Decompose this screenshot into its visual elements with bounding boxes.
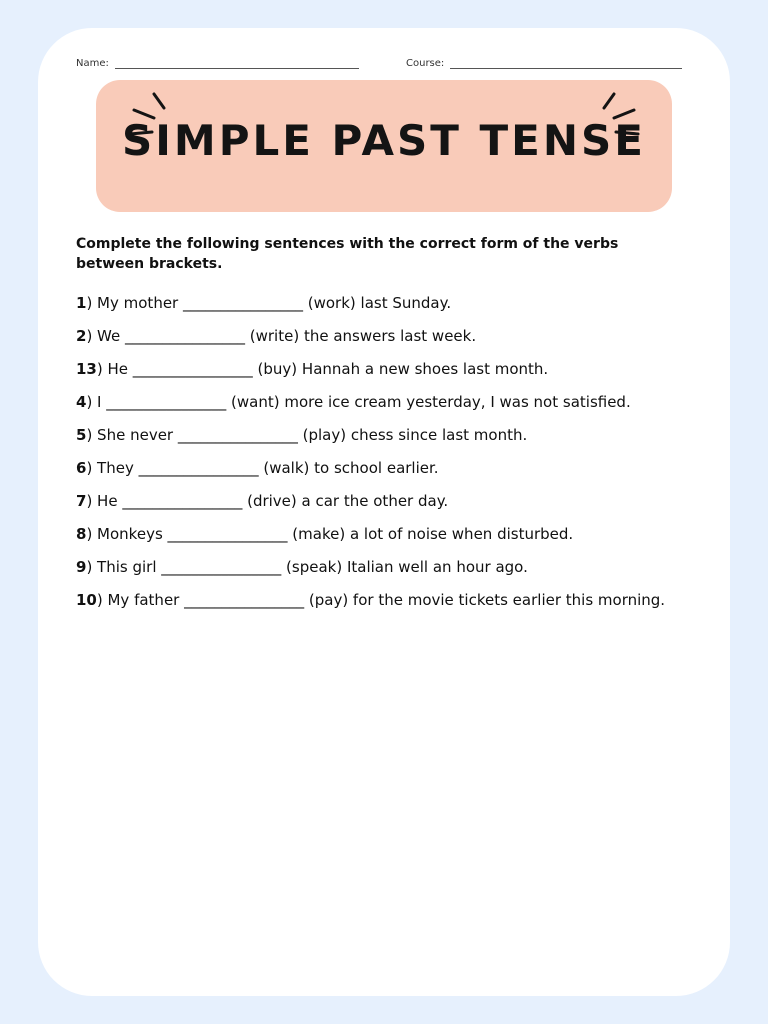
question-text: ) He ________________ (drive) a car the other day. xyxy=(86,492,449,510)
question-number: 2 xyxy=(76,327,87,345)
question-text: ) My father ________________ (pay) for the movie tickets earlier this morning. xyxy=(96,591,666,609)
instructions-text: Complete the following sentences with the correct form of the verbs between brackets. xyxy=(76,236,619,272)
course-input-line[interactable] xyxy=(450,58,682,69)
question-number: 1 xyxy=(76,294,87,312)
worksheet-page xyxy=(38,28,730,996)
name-field[interactable] xyxy=(76,58,359,69)
question-text: ) She never ________________ (play) chess since last month. xyxy=(86,426,528,444)
question-number: 7 xyxy=(76,492,87,510)
question-number: 4 xyxy=(76,393,87,411)
worksheet-title: SIMPLE PAST TENSE xyxy=(122,116,646,165)
question-item xyxy=(76,589,690,611)
title-banner xyxy=(96,80,672,212)
question-number: 6 xyxy=(76,459,87,477)
question-text: ) They ________________ (walk) to school earlier. xyxy=(86,459,439,477)
question-item xyxy=(76,556,690,578)
question-item xyxy=(76,490,690,512)
header-fields xyxy=(76,58,690,74)
question-text: ) My mother ________________ (work) last Sunday. xyxy=(86,294,452,312)
course-field[interactable] xyxy=(406,58,682,69)
question-number: 13 xyxy=(76,360,97,378)
question-item xyxy=(76,523,690,545)
question-text: ) This girl ________________ (speak) Italian well an hour ago. xyxy=(86,558,528,576)
question-number: 10 xyxy=(76,591,97,609)
question-item xyxy=(76,325,690,347)
course-label: Course: xyxy=(406,58,445,69)
question-number: 8 xyxy=(76,525,87,543)
question-item xyxy=(76,424,690,446)
question-item xyxy=(76,358,690,380)
question-item xyxy=(76,457,690,479)
question-item xyxy=(76,391,690,413)
question-text: ) We ________________ (write) the answers last week. xyxy=(86,327,477,345)
question-text: ) I ________________ (want) more ice cream yesterday, I was not satisfied. xyxy=(86,393,631,411)
question-number: 5 xyxy=(76,426,87,444)
name-input-line[interactable] xyxy=(115,58,359,69)
question-item xyxy=(76,292,690,314)
question-text: ) He ________________ (buy) Hannah a new shoes last month. xyxy=(96,360,549,378)
question-text: ) Monkeys ________________ (make) a lot of noise when disturbed. xyxy=(86,525,574,543)
name-label: Name: xyxy=(76,58,109,69)
question-list xyxy=(76,292,690,622)
question-number: 9 xyxy=(76,558,87,576)
